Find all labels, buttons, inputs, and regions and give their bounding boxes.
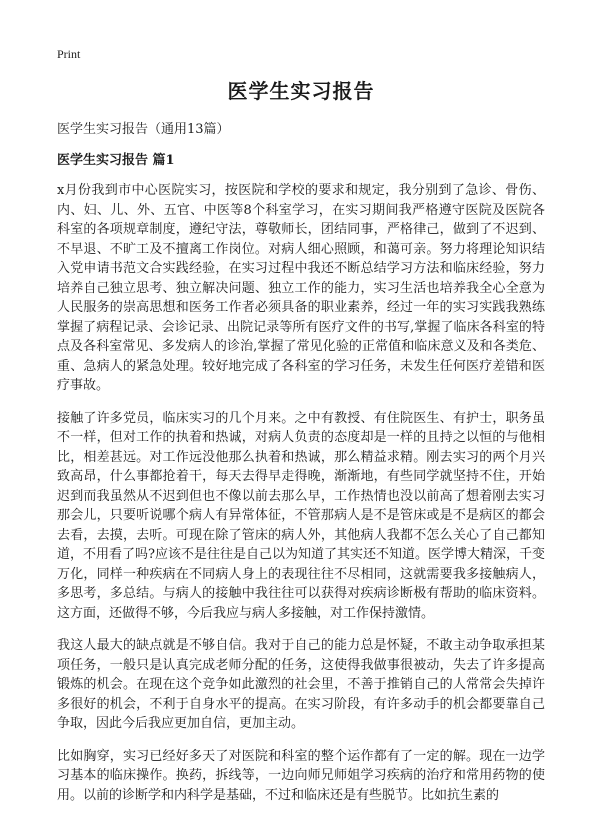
paragraph-4: 比如胸穿，实习已经好多天了对医院和科室的整个运作都有了一定的解。现在一边学习基本的临床操作。换药，拆线等，一边向师兄师姐学习疾病的治疗和常用药物的使用。以前的诊断学和内科学是基础，不过和临床还是有些脱节。比如抗生素的 <box>57 748 545 803</box>
document-body <box>57 76 545 818</box>
paragraph-2: 接触了许多党员，临床实习的几个月来。之中有教授、有住院医生、有护士，职务虽不一样，但对工作的执着和热诚，对病人负责的态度却是一样的且持之以恒的与他相比，相差甚远。对工作远没他那么执着和热诚，那么精益求精。刚去实习的两个月兴致高昂，什么事都抢着干，每天去得早走得晚，渐渐地，有些同学就坚持不住，开始迟到而我虽然从不迟到但也不像以前去那么早，工作热情也没以前高了想着刚去实习那会儿，只要听说哪个病人有异常体征，不管那病人是不是管床或是不是病区的都会去看，去摸，去听。可现在除了管床的病人外，其他病人我都不怎么关心了自己都知道，不用看了吗?应该不是往往是自己以为知道了其实还不知道。医学博大精深，千变万化，同样一种疾病在不同病人身上的表现往往不尽相同，这就需要我多接触病人，多思考，多总结。与病人的接触中我往往可以获得对疾病诊断极有帮助的临床资料。这方面，还做得不够，今后我应与病人多接触，对工作保持激情。 <box>57 410 545 621</box>
document-title: 医学生实习报告 <box>227 79 375 103</box>
section-heading: 医学生实习报告 篇1 <box>57 153 175 168</box>
print-link[interactable]: Print <box>57 47 81 61</box>
paragraph-1: x月份我到市中心医院实习，按医院和学校的要求和规定，我分别到了急诊、骨伤、内、妇、儿、外、五官、中医等8个科室学习，在实习期间我严格遵守医院及医院各科室的各项规章制度，遵纪守法，尊敬师长，团结同事，严格律己，做到了不迟到、不早退、不旷工及不擅离工作岗位。对病人细心照顾，和蔼可亲。努力将理论知识结入党申请书范文合实践经验，在实习过程中我还不断总结学习方法和临床经验，努力培养自己独立思考、独立解决问题、独立工作的能力，实习生活也培养我全心全意为人民服务的崇高思想和医务工作者必须具备的职业素养，经过一年的实习实践我熟练掌握了病程记录、会诊记录、出院记录等所有医疗文件的书写,掌握了临床各科室的特点及各科室常见、多发病人的诊治,掌握了常见化验的正常值和临床意义及和各类危、重、急病人的紧急处理。较好地完成了各科室的学习任务，未发生任何医疗差错和医疗事故。 <box>57 183 545 393</box>
paragraph-3: 我这人最大的缺点就是不够自信。我对于自己的能力总是怀疑，不敢主动争取承担某项任务，一般只是认真完成老师分配的任务，这使得我做事很被动，失去了许多提高锻炼的机会。在现在这个竞争如此激烈的社会里，不善于推销自己的人常常会失掉许多很好的机会，不利于自身水平的提高。在实习阶段，有许多动手的机会都要靠自己争取，因此今后我应更加自信，更加主动。 <box>57 638 545 731</box>
document-subtitle: 医学生实习报告（通用13篇） <box>57 122 230 137</box>
